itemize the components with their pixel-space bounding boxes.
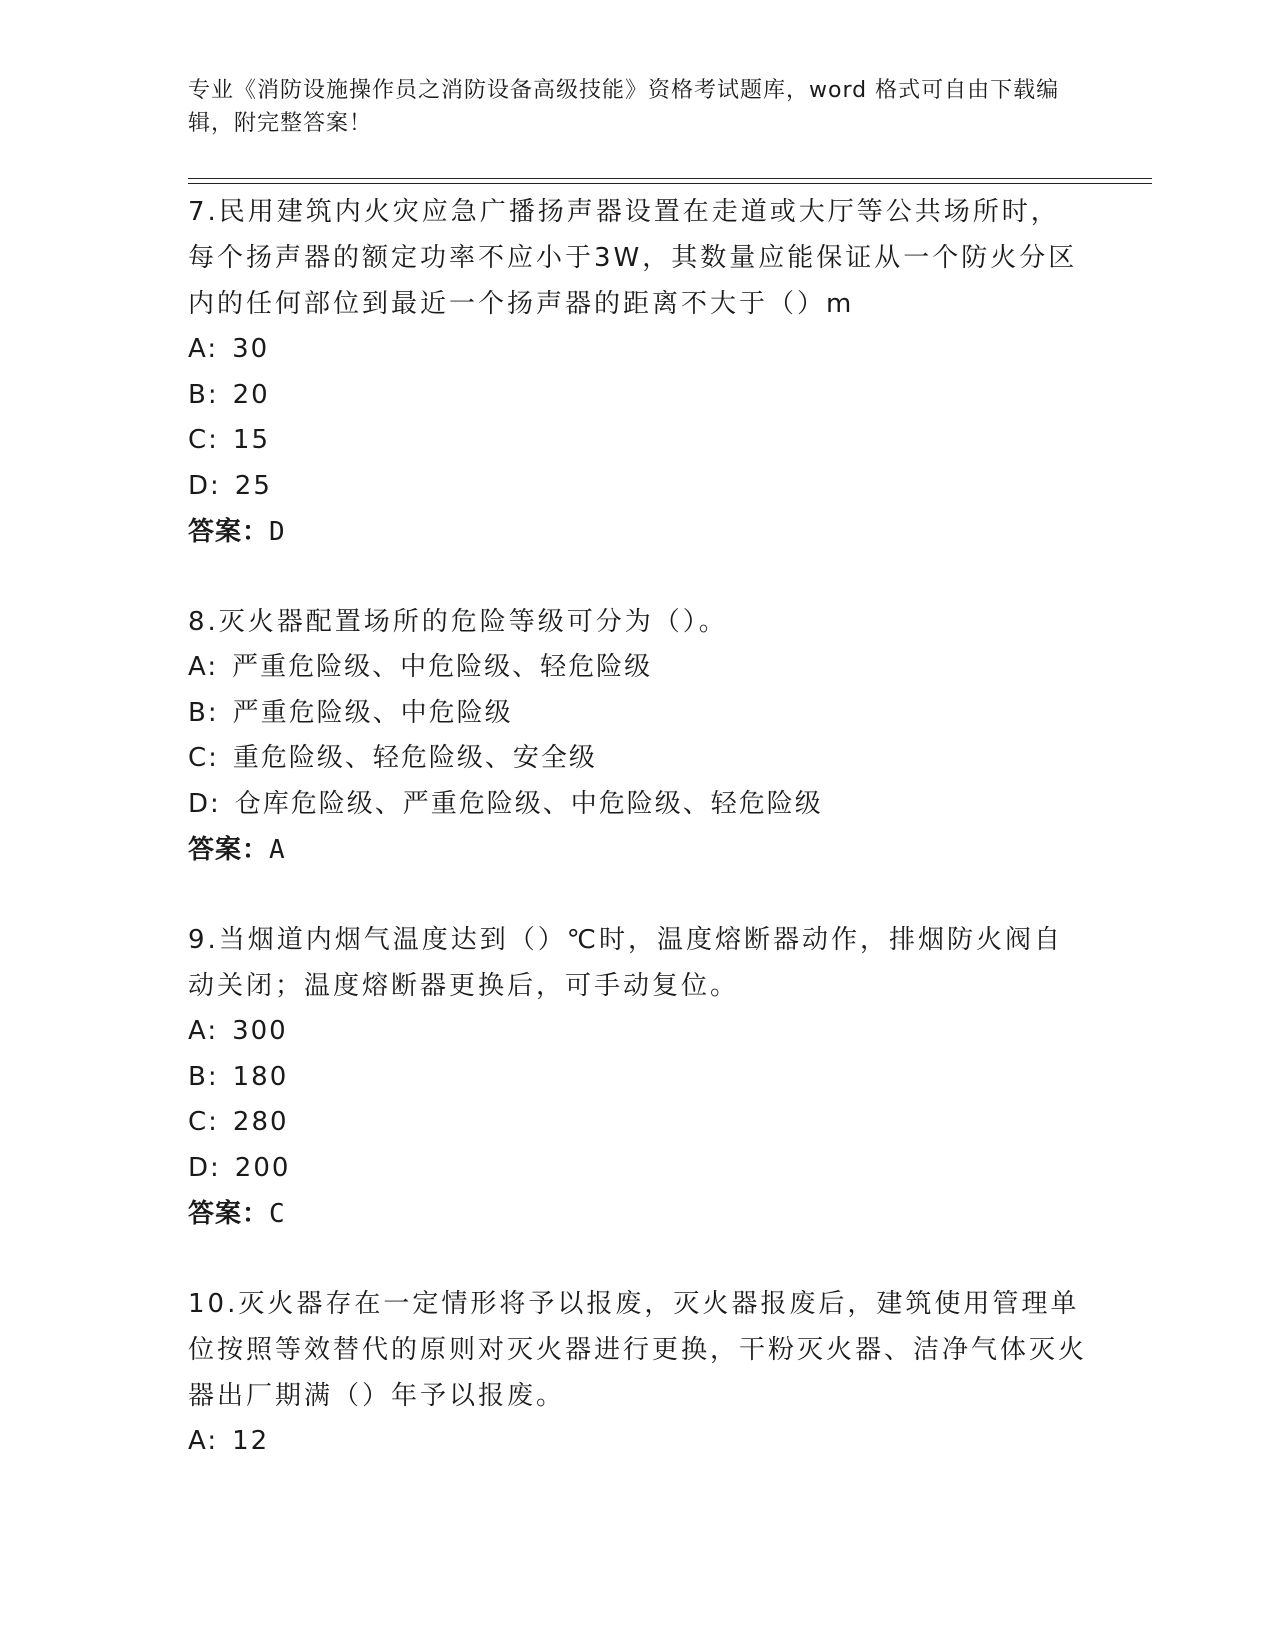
question-10	[188, 1281, 1088, 1465]
question-stem: 7.民用建筑内火灾应急广播扬声器设置在走道或大厅等公共场所时，每个扬声器的额定功率不应小于3W，其数量应能保证从一个防火分区内的任何部位到最近一个扬声器的距离不大于（）m	[188, 197, 1078, 319]
option-text: 20	[232, 379, 270, 410]
option-text: 重危险级、轻危险级、安全级	[232, 743, 597, 773]
option-label: C:	[188, 425, 219, 455]
option-text: 25	[234, 470, 272, 501]
option-text: 180	[232, 1061, 289, 1092]
option-d	[188, 782, 1088, 828]
option-label: B:	[188, 697, 219, 728]
option-label: A:	[188, 334, 219, 364]
option-a	[188, 1419, 1088, 1465]
option-label: A:	[188, 1426, 219, 1456]
question-stem: 8.灭火器配置场所的危险等级可分为（）。	[188, 607, 728, 637]
option-label: D:	[188, 470, 221, 501]
option-c	[188, 418, 1088, 464]
option-label: C:	[188, 1107, 219, 1137]
question-stem: 10.灭火器存在一定情形将予以报废，灭火器报废后，建筑使用管理单位按照等效替代的原则对灭火器进行更换，干粉灭火器、洁净气体灭火器出厂期满（）年予以报废。	[188, 1289, 1088, 1411]
option-text: 15	[232, 425, 271, 455]
option-text: 300	[232, 1016, 288, 1046]
question-8	[188, 599, 1088, 873]
option-a	[188, 1009, 1088, 1055]
answer-line	[188, 509, 1088, 555]
question-9	[188, 917, 1088, 1237]
header-divider-bottom	[188, 183, 1152, 184]
option-text: 30	[232, 334, 270, 364]
option-text: 12	[232, 1426, 270, 1456]
answer-line	[188, 827, 1088, 873]
option-label: D:	[188, 1152, 221, 1183]
option-label: B:	[188, 379, 219, 410]
question-7	[188, 189, 1088, 555]
option-text: 仓库危险级、严重危险级、中危险级、轻危险级	[234, 788, 823, 819]
option-a	[188, 645, 1088, 691]
option-label: C:	[188, 743, 219, 773]
option-label: A:	[188, 1016, 219, 1046]
option-d	[188, 464, 1088, 510]
header-divider-top	[188, 178, 1152, 179]
option-a	[188, 327, 1088, 373]
option-label: D:	[188, 788, 221, 819]
option-text: 严重危险级、中危险级	[232, 697, 513, 728]
option-label: B:	[188, 1061, 219, 1092]
option-d	[188, 1146, 1088, 1192]
answer-value: C	[269, 1199, 286, 1229]
option-c	[188, 736, 1088, 782]
answer-label: 答案：	[188, 835, 270, 865]
document-intro: 专业《消防设施操作员之消防设备高级技能》资格考试题库，word 格式可自由下载编辑，附完整答案！	[188, 78, 1060, 136]
option-text: 280	[232, 1107, 289, 1137]
answer-value: A	[269, 835, 286, 865]
question-list	[188, 189, 1088, 1509]
option-c	[188, 1100, 1088, 1146]
option-label: A:	[188, 652, 219, 682]
answer-line	[188, 1191, 1088, 1237]
option-text: 200	[234, 1152, 291, 1183]
answer-value: D	[269, 517, 286, 547]
option-b	[188, 1055, 1088, 1101]
option-text: 严重危险级、中危险级、轻危险级	[232, 652, 653, 682]
option-b	[188, 691, 1088, 737]
option-b	[188, 373, 1088, 419]
question-stem: 9.当烟道内烟气温度达到（）℃时，温度熔断器动作，排烟防火阀自动关闭；温度熔断器更换后，可手动复位。	[188, 925, 1064, 1001]
answer-label: 答案：	[188, 517, 270, 547]
answer-label: 答案：	[188, 1199, 270, 1229]
